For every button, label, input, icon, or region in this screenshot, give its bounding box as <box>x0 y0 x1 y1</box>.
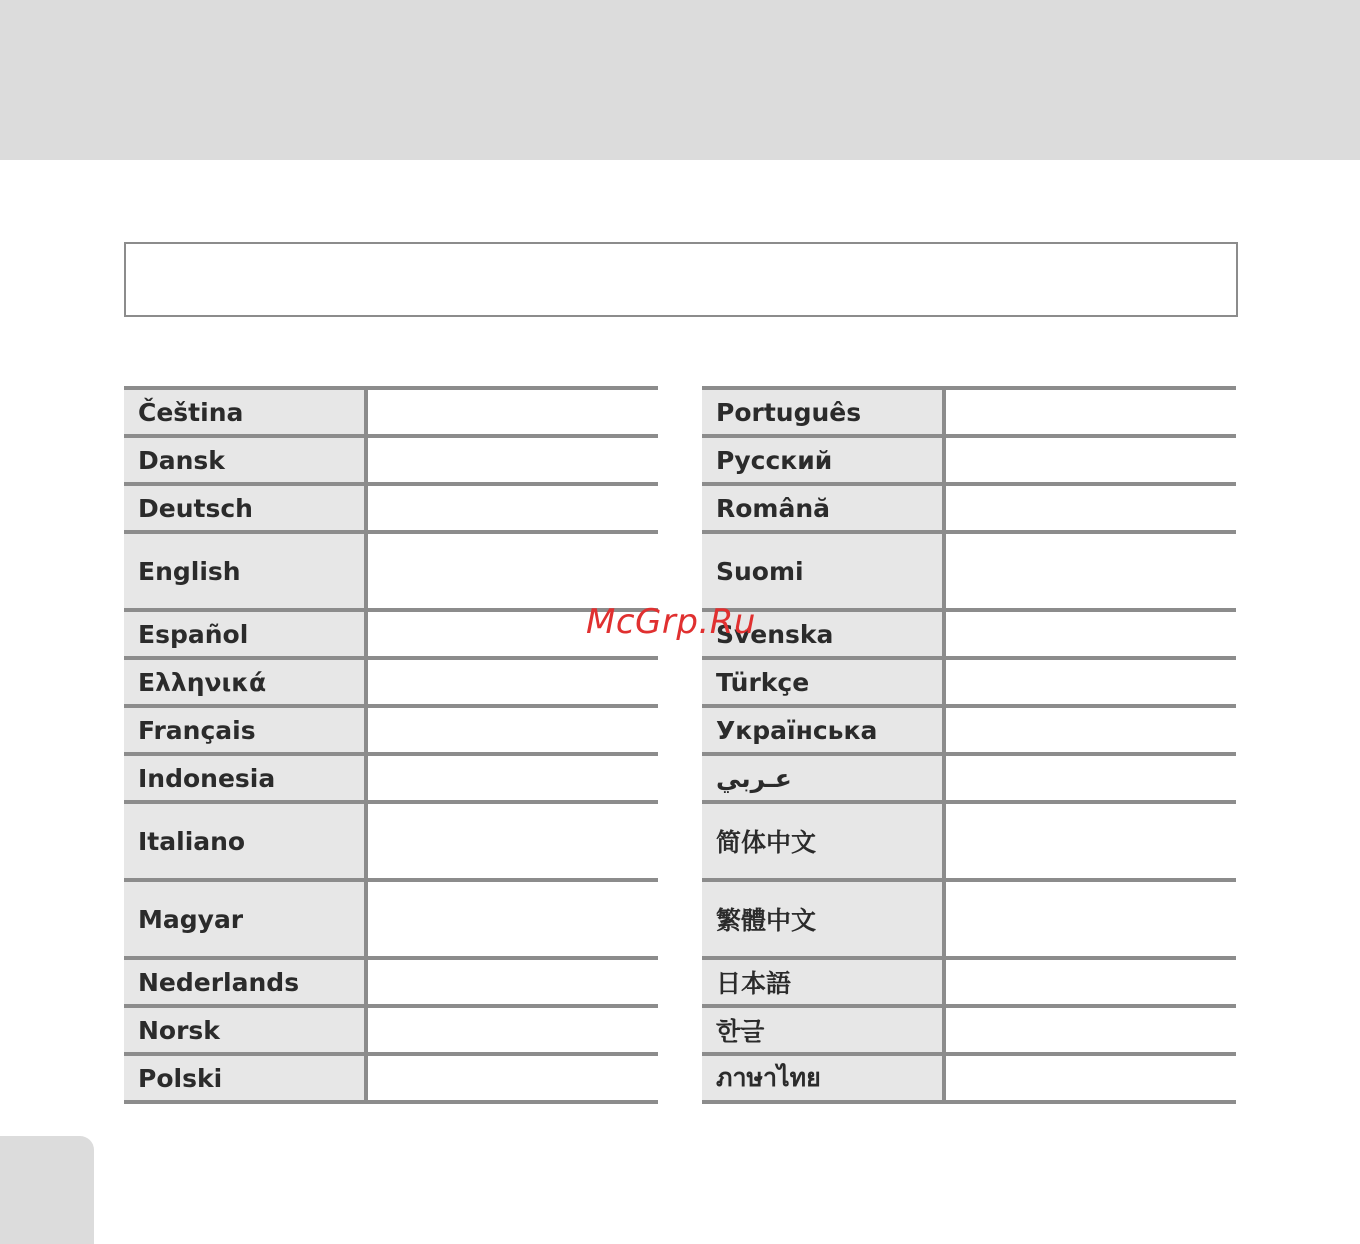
language-row <box>702 958 1236 1006</box>
language-value-cell <box>944 1006 1236 1054</box>
language-value-cell <box>366 532 658 610</box>
language-value-cell <box>944 958 1236 1006</box>
language-value-cell <box>366 388 658 436</box>
language-name: Français <box>124 706 366 754</box>
language-value-cell <box>944 802 1236 880</box>
language-name: 日本語 <box>702 958 944 1006</box>
language-name: Norsk <box>124 1006 366 1054</box>
language-row <box>124 958 658 1006</box>
language-name: 繁體中文 <box>702 880 944 958</box>
language-value-cell <box>944 436 1236 484</box>
language-row <box>702 658 1236 706</box>
language-name: Español <box>124 610 366 658</box>
language-value-cell <box>366 958 658 1006</box>
language-name: Svenska <box>702 610 944 658</box>
language-name: Português <box>702 388 944 436</box>
language-value-cell <box>944 658 1236 706</box>
language-name: عـربي <box>702 754 944 802</box>
language-value-cell <box>366 436 658 484</box>
language-value-cell <box>366 658 658 706</box>
language-row <box>702 388 1236 436</box>
language-row <box>702 706 1236 754</box>
language-name: Ελληνικά <box>124 658 366 706</box>
language-value-cell <box>944 880 1236 958</box>
language-value-cell <box>944 388 1236 436</box>
header-band <box>0 0 1360 160</box>
language-row <box>124 484 658 532</box>
language-row <box>124 754 658 802</box>
language-name: Dansk <box>124 436 366 484</box>
language-value-cell <box>366 754 658 802</box>
language-value-cell <box>944 532 1236 610</box>
language-name: 简体中文 <box>702 802 944 880</box>
language-row <box>702 880 1236 958</box>
language-row <box>124 532 658 610</box>
language-name: Русский <box>702 436 944 484</box>
language-name: Indonesia <box>124 754 366 802</box>
language-row <box>124 658 658 706</box>
language-value-cell <box>944 754 1236 802</box>
language-value-cell <box>366 1006 658 1054</box>
language-row <box>124 388 658 436</box>
empty-frame <box>124 242 1238 317</box>
language-row <box>702 754 1236 802</box>
language-name: Čeština <box>124 388 366 436</box>
language-value-cell <box>366 880 658 958</box>
language-value-cell <box>366 706 658 754</box>
language-value-cell <box>366 484 658 532</box>
language-table-left <box>124 386 658 1104</box>
language-name: Українська <box>702 706 944 754</box>
language-value-cell <box>366 1054 658 1102</box>
language-name: Suomi <box>702 532 944 610</box>
language-name: 한글 <box>702 1006 944 1054</box>
language-row <box>124 1006 658 1054</box>
language-name: Română <box>702 484 944 532</box>
language-name: Magyar <box>124 880 366 958</box>
language-row <box>124 1054 658 1102</box>
language-row <box>702 532 1236 610</box>
language-value-cell <box>944 484 1236 532</box>
language-row <box>702 610 1236 658</box>
language-table-right <box>702 386 1236 1104</box>
language-name: ภาษาไทย <box>702 1054 944 1102</box>
language-row <box>124 802 658 880</box>
language-row <box>702 802 1236 880</box>
language-value-cell <box>944 610 1236 658</box>
language-value-cell <box>944 1054 1236 1102</box>
language-row <box>702 484 1236 532</box>
watermark: McGrp.Ru <box>586 602 756 642</box>
language-name: English <box>124 532 366 610</box>
language-name: Polski <box>124 1054 366 1102</box>
language-name: Italiano <box>124 802 366 880</box>
language-value-cell <box>366 802 658 880</box>
language-name: Deutsch <box>124 484 366 532</box>
language-row <box>124 610 658 658</box>
language-row <box>124 880 658 958</box>
language-value-cell <box>944 706 1236 754</box>
language-row <box>702 1006 1236 1054</box>
language-row <box>124 706 658 754</box>
language-row <box>124 436 658 484</box>
language-name: Nederlands <box>124 958 366 1006</box>
language-name: Türkçe <box>702 658 944 706</box>
page-tab <box>0 1136 94 1244</box>
language-row <box>702 1054 1236 1102</box>
language-row <box>702 436 1236 484</box>
